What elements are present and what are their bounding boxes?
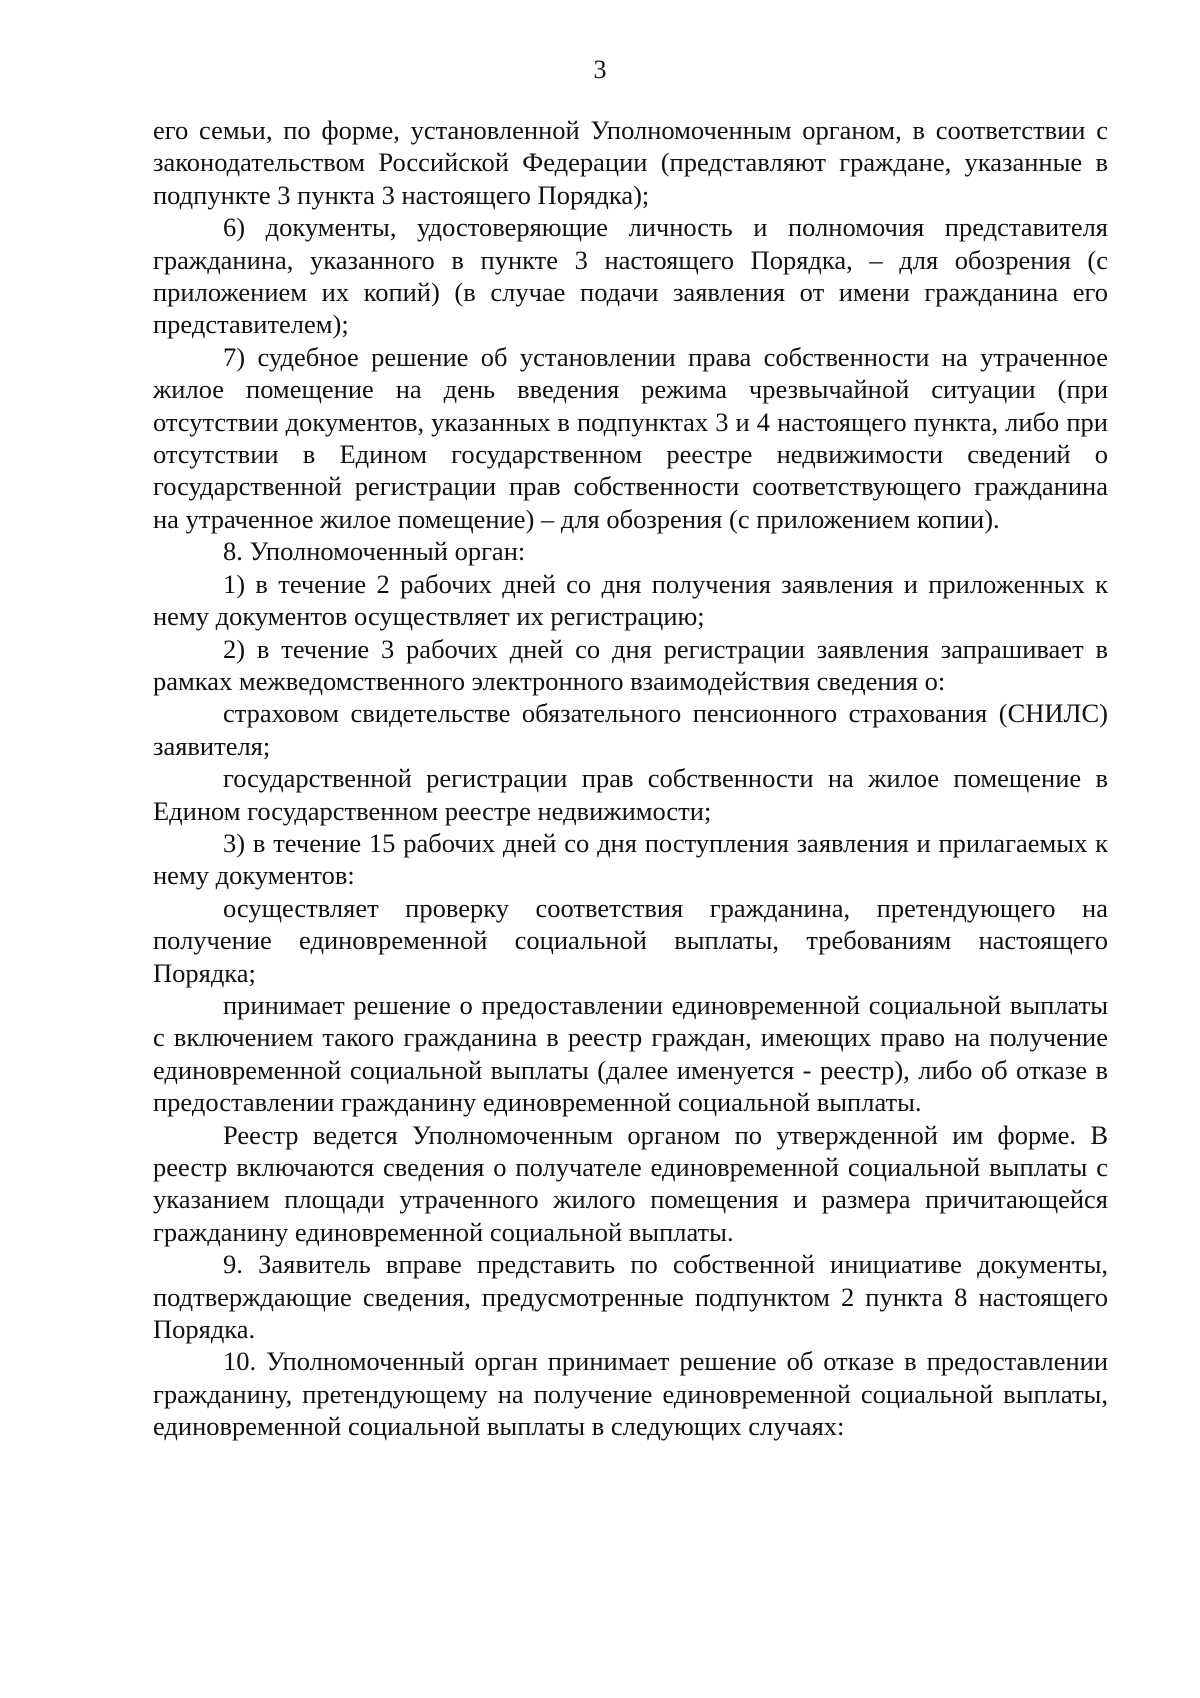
paragraph-decision: принимает решение о предоставлении единовременной социальной выплаты с включением такого гражданина в реестр граждан, имеющих право на получение единовременной социальной выплаты (далее именуется - реестр), либо об отказе в предоставлении гражданину единовременной социальной выплаты. [153, 989, 1108, 1118]
paragraph-item-7: 7) судебное решение об установлении права собственности на утраченное жилое помещение на день введения режима чрезвычайной ситуации (при отсутствии документов, указанных в подпунктах 3 и 4 настоящего пункта, либо при отсутствии в Едином государственном реестре недвижимости сведений о государственной регистрации прав собственности соответствующего гражданина на утраченное жилое помещение) – для обозрения (с приложением копии). [153, 341, 1108, 534]
paragraph-clause-9: 9. Заявитель вправе представить по собственной инициативе документы, подтверждающие сведения, предусмотренные подпунктом 2 пункта 8 настоящего Порядка. [153, 1249, 1108, 1345]
paragraph-clause-8: 8. Уполномоченный орган: [223, 536, 526, 567]
page-number: 3 [593, 55, 607, 84]
paragraph-verification: осуществляет проверку соответствия гражданина, претендующего на получение единовременной социальной выплаты, требованиям настоящего Порядка; [153, 892, 1108, 988]
paragraph-clause-8-item-1: 1) в течение 2 рабочих дней со дня получения заявления и приложенных к нему документов осуществляет их регистрацию; [153, 568, 1108, 632]
paragraph-continuation: его семьи, по форме, установленной Уполномоченным органом, в соответствии с законодательством Российской Федерации (представляют граждане, указанные в подпункте 3 пункта 3 настоящего Порядка); [153, 115, 1108, 210]
paragraph-item-6: 6) документы, удостоверяющие личность и полномочия представителя гражданина, указанного в пункте 3 настоящего Порядка, – для обозрения (с приложением их копий) (в случае подачи заявления от имени гражданина его представителем); [153, 212, 1108, 340]
paragraph-clause-8-item-2: 2) в течение 3 рабочих дней со дня регистрации заявления запрашивает в рамках межведомственного электронного взаимодействия сведения о: [153, 633, 1108, 696]
paragraph-snils: страховом свидетельстве обязательного пенсионного страхования (СНИЛС) заявителя; [153, 698, 1108, 761]
paragraph-clause-10: 10. Уполномоченный орган принимает решение об отказе в предоставлении гражданину, претендующему на получение единовременной социальной выплаты, единовременной социальной выплаты в следующих случаях: [153, 1346, 1108, 1442]
paragraph-clause-8-item-3: 3) в течение 15 рабочих дней со дня поступления заявления и прилагаемых к нему документов: [153, 827, 1108, 891]
paragraph-registration: государственной регистрации прав собственности на жилое помещение в Едином государственном реестре недвижимости; [153, 763, 1108, 826]
document-body [153, 114, 1108, 1443]
paragraph-registry: Реестр ведется Уполномоченным органом по утвержденной им форме. В реестр включаются сведения о получателе единовременной социальной выплаты с указанием площади утраченного жилого помещения и размера причитающейся гражданину единовременной социальной выплаты. [153, 1119, 1108, 1247]
